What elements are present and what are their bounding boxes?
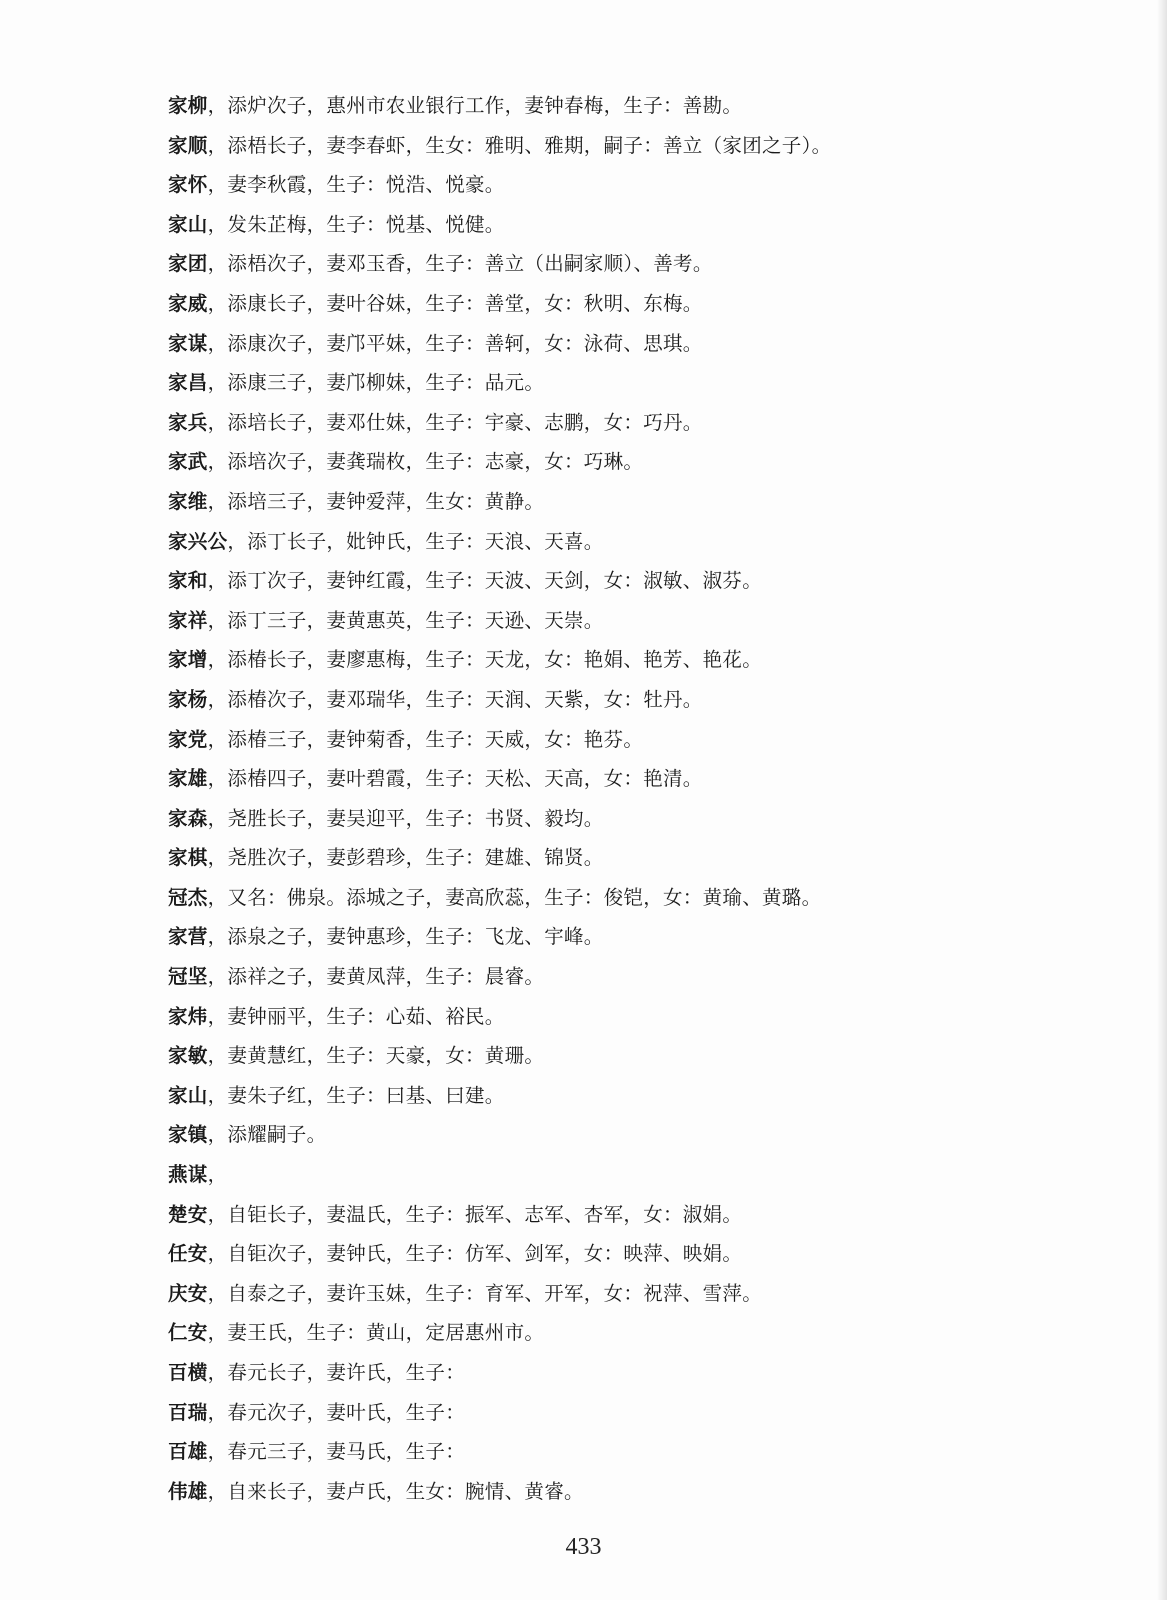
genealogy-entry-list	[168, 86, 1128, 1511]
entry-name: 家森	[168, 806, 208, 830]
entry-name: 家维	[168, 489, 208, 513]
genealogy-entry	[168, 720, 1128, 760]
genealogy-entry	[168, 482, 1128, 522]
entry-text: ，添椿三子，妻钟菊香，生子：天威，女：艳芬。	[207, 727, 644, 751]
entry-name: 家棋	[168, 846, 208, 870]
genealogy-entry	[168, 522, 1128, 562]
genealogy-entry	[168, 1274, 1128, 1314]
entry-name: 百雄	[168, 1440, 208, 1464]
entry-name: 家敏	[168, 1044, 208, 1068]
entry-text: ，添丁长子，妣钟氏，生子：天浪、天喜。	[227, 529, 604, 553]
genealogy-entry	[168, 799, 1128, 839]
entry-name: 家顺	[168, 133, 208, 157]
entry-text: ，妻李秋霞，生子：悦浩、悦豪。	[207, 173, 505, 197]
entry-text: ，妻黄慧红，生子：天豪，女：黄珊。	[207, 1044, 545, 1068]
entry-name: 家武	[168, 450, 208, 474]
entry-name: 家雄	[168, 767, 208, 791]
genealogy-entry	[168, 878, 1128, 918]
entry-text: ，添炉次子，惠州市农业银行工作，妻钟春梅，生子：善勘。	[207, 94, 743, 117]
page-number: 433	[565, 1534, 602, 1560]
genealogy-entry	[168, 205, 1128, 245]
entry-text: ，尧胜长子，妻吴迎平，生子：书贤、毅均。	[207, 806, 604, 830]
genealogy-entry	[168, 1313, 1128, 1353]
entry-name: 家炜	[168, 1004, 208, 1028]
genealogy-entry	[168, 601, 1128, 641]
entry-text: ，添祥之子，妻黄凤萍，生子：晨睿。	[207, 965, 545, 989]
genealogy-entry	[168, 284, 1128, 324]
entry-name: 家昌	[168, 371, 208, 395]
entry-text: ，添泉之子，妻钟惠珍，生子：飞龙、宇峰。	[207, 925, 604, 949]
genealogy-entry	[168, 917, 1128, 957]
entry-text: ，春元次子，妻叶氏，生子：	[207, 1400, 466, 1424]
genealogy-entry	[168, 640, 1128, 680]
genealogy-entry	[168, 1195, 1128, 1235]
entry-text: ，添椿长子，妻廖惠梅，生子：天龙，女：艳娟、艳芳、艳花。	[207, 648, 763, 672]
entry-name: 百瑞	[168, 1400, 208, 1424]
entry-text: ，妻钟丽平，生子：心茹、裕民。	[207, 1004, 505, 1028]
genealogy-entry	[168, 363, 1128, 403]
entry-text: ，自来长子，妻卢氏，生女：腕情、黄睿。	[207, 1479, 584, 1503]
genealogy-entry	[168, 1472, 1128, 1512]
entry-name: 冠杰	[168, 885, 208, 909]
entry-text: ，添耀嗣子。	[207, 1123, 327, 1147]
entry-text: ，添康次子，妻邝平妹，生子：善轲，女：泳荷、思琪。	[207, 331, 703, 355]
genealogy-entry	[168, 561, 1128, 601]
entry-text: ，添梧长子，妻李春虾，生女：雅明、雅期，嗣子：善立（家团之子）。	[207, 133, 832, 157]
genealogy-entry	[168, 680, 1128, 720]
entry-name: 家杨	[168, 687, 208, 711]
entry-text: ，自钜长子，妻温氏，生子：振军、志军、杏军，女：淑娟。	[207, 1202, 743, 1226]
genealogy-entry	[168, 957, 1128, 997]
entry-name: 家和	[168, 569, 208, 593]
entry-name: 家团	[168, 252, 208, 276]
entry-text: ，添培长子，妻邓仕妹，生子：宇豪、志鹏，女：巧丹。	[207, 410, 703, 434]
entry-name: 家山	[168, 212, 208, 236]
genealogy-entry	[168, 1076, 1128, 1116]
genealogy-entry	[168, 1234, 1128, 1274]
entry-name: 冠坚	[168, 965, 208, 989]
entry-name: 庆安	[168, 1281, 208, 1305]
genealogy-entry	[168, 838, 1128, 878]
entry-name: 百横	[168, 1361, 208, 1384]
entry-text: ，添丁次子，妻钟红霞，生子：天波、天剑，女：淑敏、淑芬。	[207, 569, 763, 593]
entry-text: ，添梧次子，妻邓玉香，生子：善立（出嗣家顺）、善考。	[207, 252, 713, 276]
genealogy-entry	[168, 997, 1128, 1037]
entry-text: ，妻朱子红，生子：曰基、曰建。	[207, 1083, 505, 1107]
entry-text: ，自钜次子，妻钟氏，生子：仿军、剑军，女：映萍、映娟。	[207, 1242, 743, 1266]
entry-text: ，又名：佛泉。添城之子，妻高欣蕊，生子：俊铠，女：黄瑜、黄璐。	[207, 885, 822, 909]
entry-text: ，尧胜次子，妻彭碧珍，生子：建雄、锦贤。	[207, 846, 604, 870]
entry-name: 燕谋	[168, 1163, 208, 1187]
entry-name: 家增	[168, 648, 208, 672]
genealogy-entry	[168, 1393, 1128, 1433]
genealogy-entry	[168, 165, 1128, 205]
entry-text: ，添培次子，妻龚瑞枚，生子：志豪，女：巧琳。	[207, 450, 644, 474]
genealogy-entry	[168, 86, 1128, 126]
entry-name: 家怀	[168, 173, 208, 197]
entry-text: ，春元长子，妻许氏，生子：	[207, 1361, 466, 1384]
entry-name: 家山	[168, 1083, 208, 1107]
entry-text: ，添丁三子，妻黄惠英，生子：天逊、天崇。	[207, 608, 604, 632]
genealogy-entry	[168, 1353, 1128, 1393]
entry-text: ，妻王氏，生子：黄山，定居惠州市。	[207, 1321, 545, 1345]
entry-text: ，	[207, 1163, 228, 1187]
page-edge-shadow	[1157, 0, 1167, 1600]
entry-name: 家镇	[168, 1123, 208, 1147]
genealogy-entry	[168, 1036, 1128, 1076]
genealogy-entry	[168, 126, 1128, 166]
genealogy-entry	[168, 1155, 1128, 1195]
entry-text: ，添康三子，妻邝柳妹，生子：品元。	[207, 371, 545, 395]
genealogy-entry	[168, 442, 1128, 482]
genealogy-entry	[168, 403, 1128, 443]
entry-name: 家祥	[168, 608, 208, 632]
entry-name: 家威	[168, 291, 208, 315]
entry-name: 家兵	[168, 410, 208, 434]
entry-text: ，添椿四子，妻叶碧霞，生子：天松、天高，女：艳清。	[207, 767, 703, 791]
genealogy-entry	[168, 1115, 1128, 1155]
entry-name: 伟雄	[168, 1479, 208, 1503]
genealogy-entry	[168, 324, 1128, 364]
entry-text: ，春元三子，妻马氏，生子：	[207, 1440, 466, 1464]
entry-name: 家兴公	[168, 529, 228, 553]
entry-name: 楚安	[168, 1202, 208, 1226]
entry-name: 家营	[168, 925, 208, 949]
entry-name: 仁安	[168, 1321, 208, 1345]
entry-name: 家柳	[168, 94, 208, 117]
genealogy-entry	[168, 1432, 1128, 1472]
entry-text: ，自泰之子，妻许玉妹，生子：育军、开军，女：祝萍、雪萍。	[207, 1281, 763, 1305]
entry-text: ，添椿次子，妻邓瑞华，生子：天润、天紫，女：牡丹。	[207, 687, 703, 711]
entry-text: ，添培三子，妻钟爱萍，生女：黄静。	[207, 489, 545, 513]
entry-name: 家谋	[168, 331, 208, 355]
entry-text: ，添康长子，妻叶谷妹，生子：善堂，女：秋明、东梅。	[207, 291, 703, 315]
genealogy-entry	[168, 244, 1128, 284]
entry-name: 任安	[168, 1242, 208, 1266]
genealogy-entry	[168, 759, 1128, 799]
entry-text: ，发朱芷梅，生子：悦基、悦健。	[207, 212, 505, 236]
entry-name: 家党	[168, 727, 208, 751]
